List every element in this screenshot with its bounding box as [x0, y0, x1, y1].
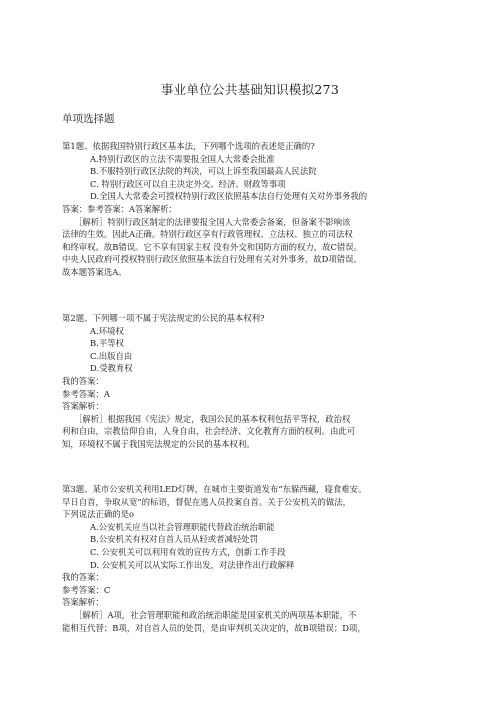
- option-c: C.出版自由: [90, 350, 133, 361]
- analysis-label: 答案解析：: [62, 401, 104, 412]
- option-c: C. 特别行政区可以自主决定外交、经济、财政等事项: [90, 178, 286, 189]
- analysis-line: 故本题答案选A。: [62, 266, 127, 277]
- analysis-label: 答案解析：: [62, 597, 104, 608]
- option-b: B.平等权: [90, 338, 124, 349]
- option-a: A.特别行政区的立法不需要报全国人大常委会批准: [90, 153, 275, 164]
- option-a: A.环境权: [90, 325, 124, 336]
- reference-answer: 参考答案：C: [62, 584, 111, 595]
- analysis-line: 利和自由，宗教信仰自由，人身自由，社会经济、文化教育方面的权利。由此可: [62, 426, 356, 437]
- question-stem: 第3题、某市公安机关利用LED灯牌，在城市主要街道发布“东躲西藏，寝食难安。: [62, 484, 367, 494]
- analysis-line: 和终审权。故B错误。它不享有国家主权 没有外交和国防方面的权力，故C错误。: [62, 241, 362, 252]
- question-3: [62, 483, 442, 634]
- analysis-line: ［解析］根据我国《宪法》规定，我国公民的基本权利包括平等权，政治权: [74, 413, 351, 424]
- option-b: B.不服特别行政区法院的判决，可以上诉至我国最高人民法院: [90, 166, 317, 177]
- question-stem: 第2题、下列哪一项不属于宪法规定的公民的基本权利?: [62, 313, 265, 323]
- question-stem: 第1题、依据我国特别行政区基本法，下列哪个选项的表述是正确的?: [62, 141, 315, 151]
- option-d: D.全国人大常委会可授权特别行政区依照基本法自行处理有关对外事务我的: [90, 191, 368, 202]
- option-c: C. 公安机关可以利用有效的宣传方式，创新工作手段: [90, 546, 286, 557]
- analysis-line: 知，环境权不属于我国宪法规定的公民的基本权利。: [62, 438, 255, 449]
- analysis-line: ［解析］A项，社会管理职能和政治统治职能是国家机关的两项基本职能，不: [74, 609, 357, 620]
- question-stem: 下列说法正确的是o: [62, 509, 135, 520]
- option-a: A.公安机关应当以社会管理职能代替政治统治职能: [90, 521, 275, 532]
- analysis-line: 法律的生效。因此A正确。特别行政区享有行政管理权、立法权、独立的司法权: [62, 229, 353, 240]
- reference-answer: 参考答案：A: [62, 388, 110, 399]
- my-answer: 我的答案：: [62, 572, 104, 583]
- analysis-line: 能相互代替；B项，对自首人员的处罚，是由审判机关决定的，故B项错误；D项，: [62, 622, 366, 633]
- question-2: [62, 312, 442, 451]
- answer-line: 答案：参考答案：A答案解析：: [62, 203, 177, 214]
- question-stem: 早日自首，争取从宽”的标语，督促在逃人员投案自首。关于公安机关的做法，: [62, 496, 352, 507]
- section-heading: 单项选择题: [62, 113, 115, 125]
- option-b: B.公安机关有权对自首人员从轻或者减轻处罚: [90, 534, 258, 545]
- option-d: D. 公安机关可以从实际工作出发，对法律作出行政解释: [90, 559, 295, 570]
- my-answer: 我的答案：: [62, 375, 104, 386]
- analysis-line: 中央人民政府可授权特别行政区依照基本法自行处理有关对外事务，故D项错误。: [62, 254, 362, 265]
- option-d: D.受教育权: [90, 363, 133, 374]
- analysis-line: ［解析］特别行政区制定的法律要报全国人大常委会备案，但备案不影响该: [74, 216, 351, 227]
- document-title: 事业单位公共基础知识模拟273: [160, 82, 340, 97]
- question-1: [62, 140, 442, 279]
